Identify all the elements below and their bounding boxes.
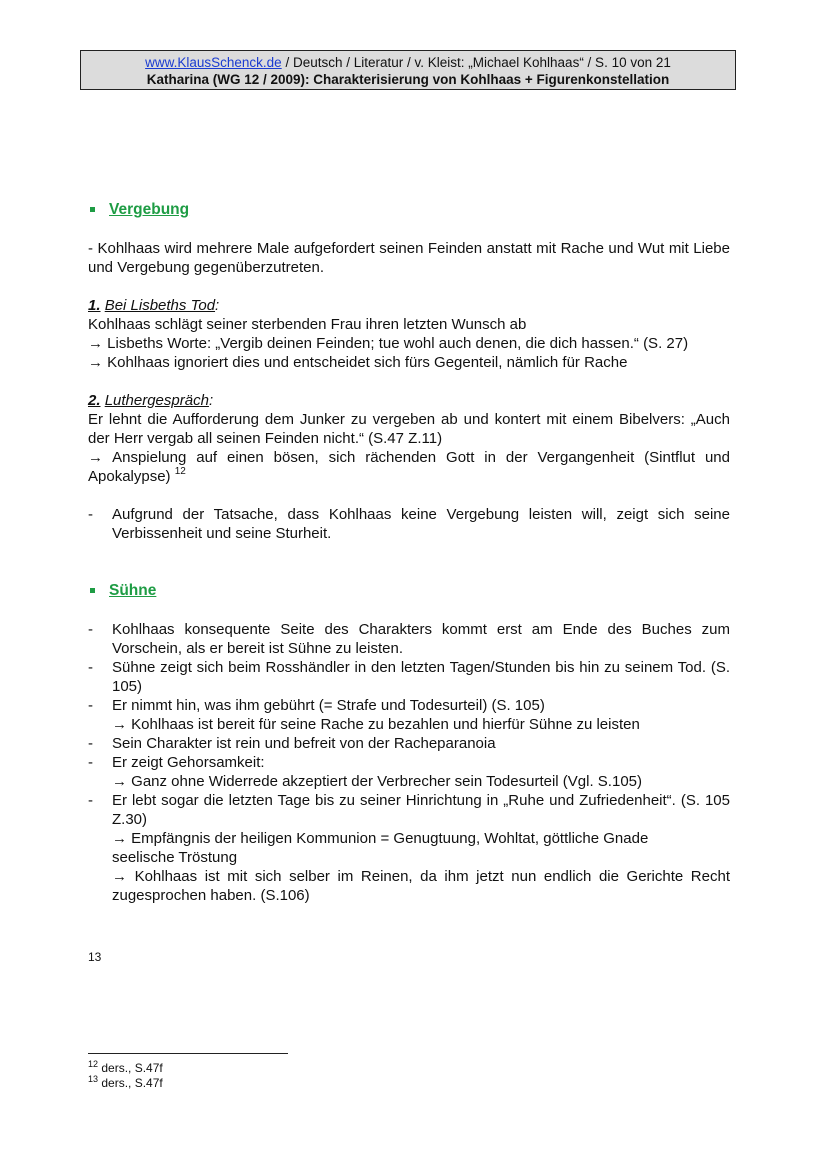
square-bullet-icon xyxy=(90,588,95,593)
footnote-divider xyxy=(88,1053,288,1054)
footnotes xyxy=(88,1061,163,1091)
paragraph-line: Er lehnt die Aufforderung dem Junker zu vergeben ab und kontert mit einem Bibelvers: „Auch der Herr vergab all seinen Feinden nicht.“ (S.47 Z.11) xyxy=(88,411,730,447)
list-item xyxy=(88,620,730,658)
paragraph-line: → Kohlhaas ignoriert dies und entscheidet sich fürs Gegenteil, nämlich für Rache xyxy=(88,354,628,371)
header-path: / Deutsch / Literatur / v. Kleist: „Michael Kohlhaas“ / S. 10 von 21 xyxy=(281,55,671,70)
dash-marker: - xyxy=(88,506,93,523)
list-subitem: → Ganz ohne Widerrede akzeptiert der Verbrecher sein Todesurteil (Vgl. S.105) xyxy=(112,773,642,790)
list-item xyxy=(88,658,730,696)
list-item-text: Aufgrund der Tatsache, dass Kohlhaas keine Vergebung leisten will, zeigt sich seine Verbissenheit und seine Sturheit. xyxy=(112,506,730,542)
footnote-text: ders., S.47f xyxy=(98,1076,163,1090)
list-item xyxy=(88,505,730,543)
sub-colon: : xyxy=(208,392,214,409)
sub-name: Bei Lisbeths Tod xyxy=(104,297,216,314)
list-item-text: Er lebt sogar die letzten Tage bis zu seiner Hinrichtung in „Ruhe und Zufriedenheit“. (S. 105 Z.30) xyxy=(112,792,730,828)
list-item-text: Sein Charakter ist rein und befreit von der Racheparanoia xyxy=(112,735,496,752)
list-item xyxy=(88,753,730,772)
footnote-number: 13 xyxy=(88,1074,99,1084)
footnote-ref: 12 xyxy=(174,466,186,477)
paragraph-line: Kohlhaas schlägt seiner sterbenden Frau ihren letzten Wunsch ab xyxy=(88,316,527,333)
sub-number: 1. xyxy=(88,297,101,314)
list-subitem: → Kohlhaas ist mit sich selber im Reinen, da ihm jetzt nun endlich die Gerichte Recht zugesprochen haben. (S.106) xyxy=(112,868,730,904)
list-subitem: → Kohlhaas ist bereit für seine Rache zu bezahlen und hierfür Sühne zu leisten xyxy=(112,716,640,733)
list-item xyxy=(88,696,730,715)
sub-colon: : xyxy=(215,297,220,314)
header-line-1 xyxy=(81,54,735,71)
intro-paragraph: - Kohlhaas wird mehrere Male aufgefordert seinen Feinden anstatt mit Rache und Wut mit Liebe und Vergebung gegenüberzutreten. xyxy=(88,240,730,276)
dash-marker: - xyxy=(88,697,93,714)
list-item-text: Er zeigt Gehorsamkeit: xyxy=(112,754,265,771)
header-title: Katharina (WG 12 / 2009): Charakterisierung von Kohlhaas + Figurenkonstellation xyxy=(146,72,670,87)
section-heading-suehne xyxy=(90,581,730,600)
footnote-number: 12 xyxy=(88,1059,99,1069)
dash-marker: - xyxy=(88,792,93,809)
sub-name: Luthergespräch xyxy=(104,392,209,409)
list-item-text: Er nimmt hin, was ihm gebührt (= Strafe und Todesurteil) (S. 105) xyxy=(112,697,545,714)
footnote xyxy=(88,1061,163,1076)
document-body xyxy=(88,200,730,905)
list-item xyxy=(88,734,730,753)
suehne-list xyxy=(88,620,730,905)
stray-footnote-number: 13 xyxy=(88,950,102,964)
footnote-text: ders., S.47f xyxy=(98,1061,163,1075)
dash-marker: - xyxy=(88,754,93,771)
dash-marker: - xyxy=(88,659,93,676)
subheading-luther xyxy=(88,391,730,410)
list-item-text: Sühne zeigt sich beim Rosshändler in den letzten Tagen/Stunden bis hin zu seinem Tod. (S. 105) xyxy=(112,659,730,695)
site-link[interactable]: www.KlausSchenck.de xyxy=(145,55,282,70)
sub-number: 2. xyxy=(88,392,101,409)
dash-marker: - xyxy=(88,735,93,752)
section-title: Vergebung xyxy=(109,201,190,218)
section-title: Sühne xyxy=(109,582,157,599)
square-bullet-icon xyxy=(90,207,95,212)
list-item xyxy=(88,791,730,829)
paragraph-line xyxy=(88,448,730,486)
footnote xyxy=(88,1076,163,1091)
paragraph-text: → Anspielung auf einen bösen, sich rächenden Gott in der Vergangenheit (Sintflut und Apokalypse) xyxy=(88,449,730,485)
paragraph-line: → Lisbeths Worte: „Vergib deinen Feinden; tue wohl auch denen, die dich hassen.“ (S. 27) xyxy=(88,335,689,352)
subheading-lisbeth xyxy=(88,296,730,315)
section-heading-vergebung xyxy=(90,200,730,219)
list-subitem: → Empfängnis der heiligen Kommunion = Genugtuung, Wohltat, göttliche Gnade seelische Tröstung xyxy=(112,830,649,866)
dash-marker: - xyxy=(88,621,93,638)
page-header xyxy=(80,50,736,90)
list-item-text: Kohlhaas konsequente Seite des Charakters kommt erst am Ende des Buches zum Vorschein, als er bereit ist Sühne zu leisten. xyxy=(112,621,730,657)
